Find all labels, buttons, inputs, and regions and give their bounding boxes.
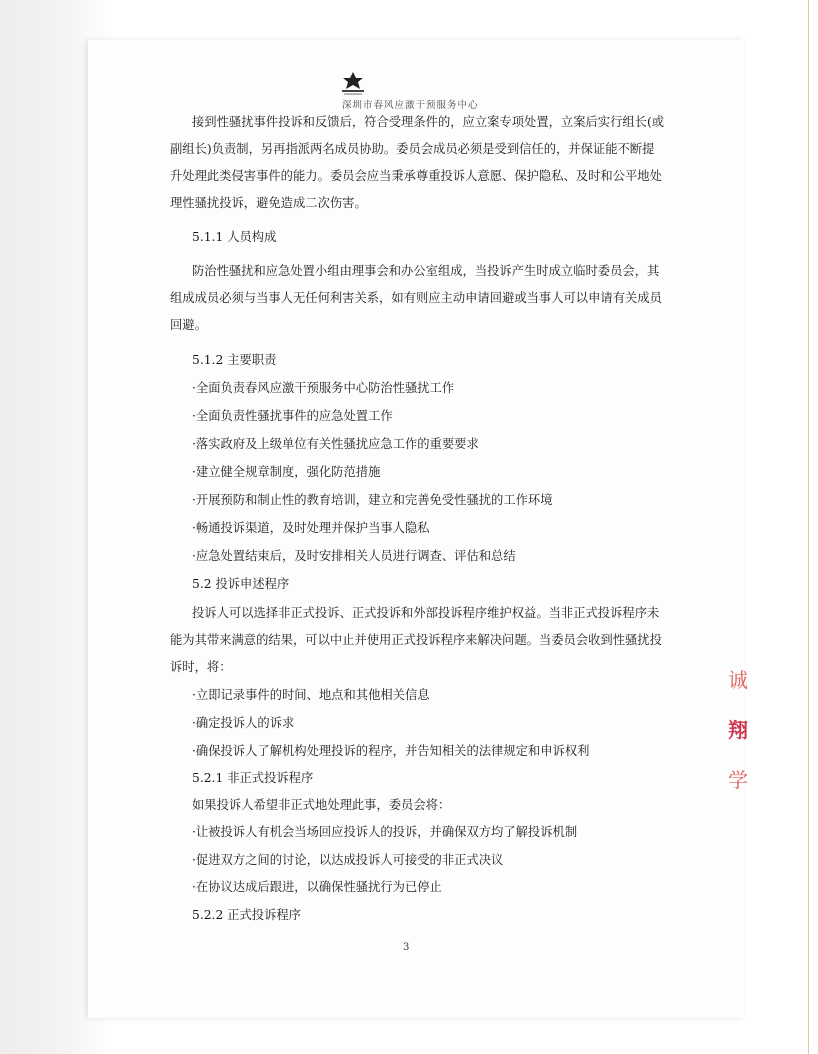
seal-stamp bbox=[728, 655, 750, 825]
step-item: ·确保投诉人了解机构处理投诉的程序，并告知相关的法律规定和申诉权利 bbox=[192, 744, 590, 758]
step-item: ·确定投诉人的诉求 bbox=[192, 716, 295, 730]
para3-line: 能为其带来满意的结果，可以中止并使用正式投诉程序来解决问题。当委员会收到性骚扰投 bbox=[170, 633, 662, 647]
adjacent-page-edge bbox=[808, 0, 809, 1054]
header-org-name: 深圳市春风应激干预服务中心 bbox=[342, 100, 479, 111]
duty-item: ·畅通投诉渠道，及时处理并保护当事人隐私 bbox=[192, 521, 430, 535]
organization-logo bbox=[338, 70, 368, 100]
stamp-char: 翔 bbox=[728, 718, 748, 742]
informal-item: ·让被投诉人有机会当场回应投诉人的投诉，并确保双方均了解投诉机制 bbox=[192, 825, 578, 839]
para2-line: 防治性骚扰和应急处置小组由理事会和办公室组成，当投诉产生时成立临时委员会，其 bbox=[192, 264, 660, 278]
duty-item: ·全面负责春风应激干预服务中心防治性骚扰工作 bbox=[192, 381, 455, 395]
para1-line: 理性骚扰投诉，避免造成二次伤害。 bbox=[170, 196, 367, 210]
para1-line: 副组长)负责制，另再指派两名成员协助。委员会成员必须是受到信任的，并保证能不断提 bbox=[170, 142, 655, 156]
step-item: ·立即记录事件的时间、地点和其他相关信息 bbox=[192, 688, 430, 702]
informal-item: ·促进双方之间的讨论，以达成投诉人可接受的非正式决议 bbox=[192, 853, 504, 867]
duty-item: ·全面负责性骚扰事件的应急处置工作 bbox=[192, 409, 393, 423]
para2-line: 组成成员必须与当事人无任何利害关系，如有则应主动申请回避或当事人可以申请有关成员 bbox=[170, 291, 662, 305]
section-5-2-2-title: 5.2.2 正式投诉程序 bbox=[192, 908, 301, 922]
duty-item: ·建立健全规章制度，强化防范措施 bbox=[192, 465, 381, 479]
duty-item: ·开展预防和制止性的教育培训，建立和完善免受性骚扰的工作环境 bbox=[192, 493, 553, 507]
stamp-char: 诚 bbox=[728, 668, 748, 692]
para2-line: 回避。 bbox=[170, 318, 207, 332]
logo-icon bbox=[338, 70, 368, 98]
stamp-char: 学 bbox=[728, 768, 748, 792]
section-5-2-title: 5.2 投诉申述程序 bbox=[192, 577, 290, 591]
duty-item: ·落实政府及上级单位有关性骚扰应急工作的重要要求 bbox=[192, 437, 479, 451]
para4-line: 如果投诉人希望非正式地处理此事，委员会将： bbox=[192, 798, 451, 812]
section-5-1-1-title: 5.1.1 人员构成 bbox=[192, 230, 277, 244]
para3-line: 诉时，将： bbox=[170, 660, 232, 674]
para1-line: 接到性骚扰事件投诉和反馈后，符合受理条件的，应立案专项处置，立案后实行组长(或 bbox=[192, 115, 665, 129]
duty-item: ·应急处置结束后，及时安排相关人员进行调查、评估和总结 bbox=[192, 549, 516, 563]
section-5-2-1-title: 5.2.1 非正式投诉程序 bbox=[192, 771, 314, 785]
section-5-1-2-title: 5.1.2 主要职责 bbox=[192, 353, 277, 367]
para3-line: 投诉人可以选择非正式投诉、正式投诉和外部投诉程序维护权益。当非正式投诉程序未 bbox=[192, 606, 660, 620]
para1-line: 升处理此类侵害事件的能力。委员会应当秉承尊重投诉人意愿、保护隐私、及时和公平地处 bbox=[170, 169, 662, 183]
informal-item: ·在协议达成后跟进，以确保性骚扰行为已停止 bbox=[192, 880, 442, 894]
page-number: 3 bbox=[403, 942, 410, 953]
